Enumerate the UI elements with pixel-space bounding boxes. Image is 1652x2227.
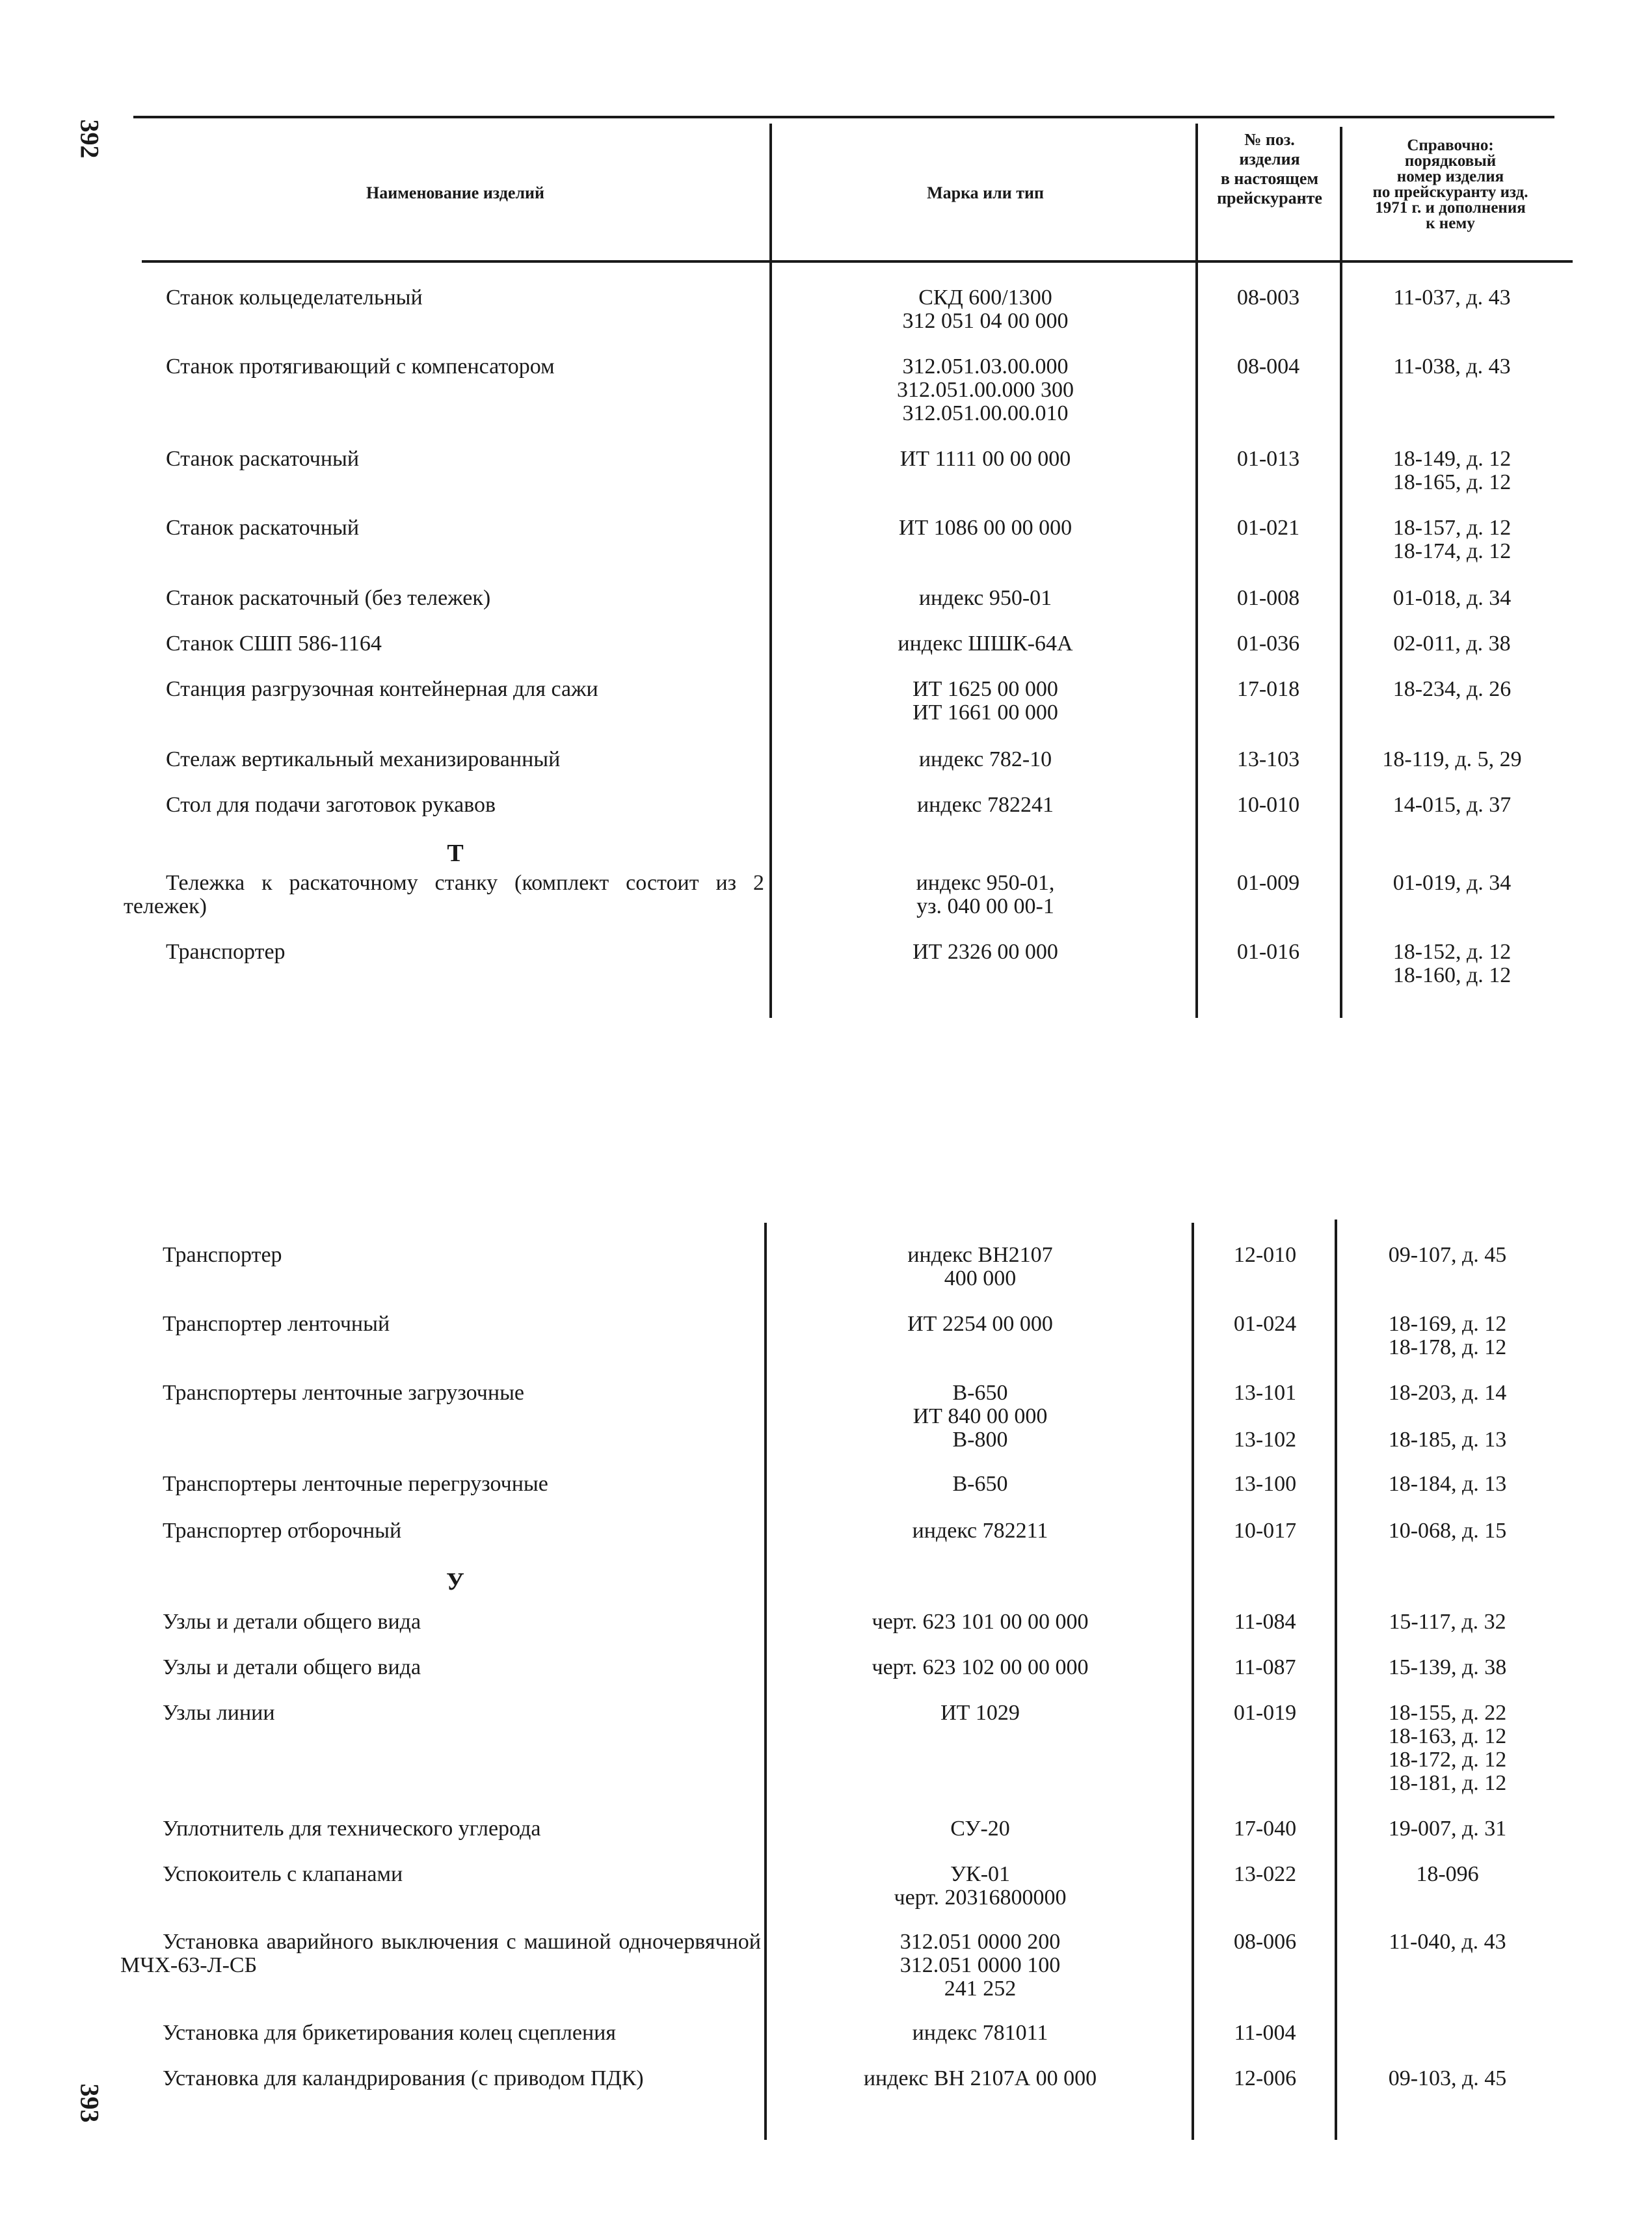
item-name: Установка для каландрирования (с приводом ПДК) [163,2066,644,2090]
item-mark: черт. 623 101 00 00 000 [872,1610,1089,1634]
item-pos: 01-016 [1236,940,1300,964]
divider-3-top [1340,127,1342,1018]
item-mark: СКД 600/1300 312 051 04 00 000 [902,286,1069,333]
item-ref: 15-139, д. 38 [1388,1655,1507,1679]
item-name: Транспортер [163,1243,282,1267]
item-mark: индекс ШШК-64А [898,632,1073,656]
item-pos: 08-004 [1236,354,1300,379]
item-mark: индекс 782211 [912,1519,1048,1543]
item-name: Узлы линии [163,1701,275,1725]
item-pos: 17-018 [1236,677,1300,701]
item-pos: 01-024 [1233,1312,1297,1336]
item-mark: УК-01 черт. 20316800000 [894,1862,1067,1910]
item-ref: 18-184, д. 13 [1388,1472,1507,1496]
item-ref: 11-040, д. 43 [1389,1930,1506,1954]
item-name: Уплотнитель для технического углерода [163,1817,541,1841]
item-ref: 19-007, д. 31 [1388,1817,1507,1841]
item-pos: 01-008 [1236,586,1300,610]
item-mark: индекс 950-01, уз. 040 00 00-1 [916,871,1055,918]
item-pos: 01-009 [1236,871,1300,895]
item-mark: индекс 782-10 [918,747,1052,771]
item-mark: ИТ 2326 00 000 [913,940,1058,964]
item-name: Транспортер [166,940,286,964]
header-mark: Марка или тип [927,183,1044,202]
item-pos: 17-040 [1233,1817,1297,1841]
item-mark: 312.051.03.00.000 312.051.00.000 300 312.051.00.00.010 [897,354,1074,425]
item-mark: черт. 623 102 00 00 000 [872,1655,1089,1679]
item-pos: 13-022 [1233,1862,1297,1886]
item-name: Транспортеры ленточные загрузочные [163,1381,525,1405]
item-ref: 09-107, д. 45 [1388,1243,1507,1267]
item-ref: 11-038, д. 43 [1393,354,1511,379]
item-ref: 18-152, д. 12 18-160, д. 12 [1392,940,1512,987]
item-name: Станок раскаточный (без тележек) [166,586,491,610]
item-name: Станция разгрузочная контейнерная для сажи [166,677,598,701]
item-mark: индекс ВН2107 400 000 [907,1243,1053,1290]
item-name: Станок протягивающий с компенсатором [166,354,555,379]
page-number-top: 392 [75,119,105,159]
item-name: Тележка к раскаточному станку (комплект состоит из 2 тележек) [124,871,764,918]
item-mark: индекс 781011 [912,2021,1048,2045]
item-mark: В-650 ИТ 840 00 000 В-800 [913,1381,1048,1452]
item-pos: 13-103 [1236,747,1300,771]
item-ref: 18-149, д. 12 18-165, д. 12 [1392,447,1512,494]
item-pos: 01-021 [1236,516,1300,540]
item-mark: ИТ 2254 00 000 [907,1312,1053,1336]
item-ref: 10-068, д. 15 [1388,1519,1507,1543]
item-mark: индекс ВН 2107А 00 000 [863,2066,1097,2090]
page-number-bottom: 393 [75,2083,105,2123]
item-mark: ИТ 1625 00 000 ИТ 1661 00 000 [913,677,1058,725]
header-top-rule [133,116,1554,118]
item-name: Успокоитель с клапанами [163,1862,403,1886]
item-pos: 08-003 [1236,286,1300,310]
item-name: Стелаж вертикальный механизированный [166,747,561,771]
item-pos: 13-101 13-102 [1233,1381,1297,1452]
item-pos: 01-036 [1236,632,1300,656]
divider-3-bottom [1335,1220,1337,2140]
item-ref: 18-157, д. 12 18-174, д. 12 [1392,516,1512,563]
item-ref: 18-169, д. 12 18-178, д. 12 [1388,1312,1507,1359]
item-name: Станок СШП 586-1164 [166,632,382,656]
header-name: Наименование изделий [366,183,545,202]
item-ref: 01-019, д. 34 [1392,871,1512,895]
item-name: Станок раскаточный [166,447,360,471]
item-ref: 18-155, д. 22 18-163, д. 12 18-172, д. 12 18-181, д. 12 [1388,1701,1507,1795]
header-ref: Справочно: порядковый номер изделия по прейскуранту изд. 1971 г. и дополнения к нему [1372,137,1528,232]
item-pos: 01-013 [1236,447,1300,471]
item-ref: 11-037, д. 43 [1393,286,1511,310]
item-ref: 02-011, д. 38 [1393,632,1511,656]
item-name: Станок раскаточный [166,516,360,540]
item-pos: 10-010 [1236,793,1300,817]
item-pos: 11-004 [1234,2021,1296,2045]
item-pos: 11-084 [1234,1610,1296,1634]
divider-1-top [769,124,772,1018]
item-mark: ИТ 1111 00 00 000 [899,447,1071,471]
item-mark: индекс 782241 [916,793,1054,817]
item-ref: 18-096 [1416,1862,1479,1886]
item-name: Установка для брикетирования колец сцепления [163,2021,616,2045]
item-pos: 12-010 [1233,1243,1297,1267]
item-ref: 18-234, д. 26 [1392,677,1512,701]
item-mark: СУ-20 [950,1817,1010,1841]
item-name: Транспортеры ленточные перегрузочные [163,1472,548,1496]
header-bottom-rule [142,260,1573,263]
item-mark: ИТ 1029 [940,1701,1020,1725]
item-name: Транспортер ленточный [163,1312,390,1336]
item-name: Установка аварийного выключения с машиной одночервячной МЧХ-63-Л-СБ [120,1930,761,1977]
item-pos: 12-006 [1233,2066,1297,2090]
item-name: Узлы и детали общего вида [163,1610,421,1634]
item-mark: 312.051 0000 200 312.051 0000 100 241 252 [899,1930,1061,2001]
item-name: Стол для подачи заготовок рукавов [166,793,496,817]
item-ref: 01-018, д. 34 [1392,586,1512,610]
divider-2-bottom [1192,1223,1194,2140]
item-ref: 18-119, д. 5, 29 [1382,747,1522,771]
item-mark: В-650 [952,1472,1008,1496]
item-ref: 18-203, д. 14 18-185, д. 13 [1388,1381,1507,1452]
item-name: Узлы и детали общего вида [163,1655,421,1679]
item-pos: 11-087 [1234,1655,1296,1679]
section-letter-u: У [446,1568,464,1595]
item-name: Станок кольцеделательный [166,286,423,310]
section-letter-t: Т [447,840,464,867]
item-ref: 09-103, д. 45 [1388,2066,1507,2090]
item-pos: 08-006 [1233,1930,1297,1954]
item-ref: 15-117, д. 32 [1389,1610,1506,1634]
item-mark: ИТ 1086 00 00 000 [898,516,1072,540]
divider-1-bottom [764,1223,767,2140]
item-pos: 10-017 [1233,1519,1297,1543]
item-ref: 14-015, д. 37 [1392,793,1512,817]
item-pos: 13-100 [1233,1472,1297,1496]
item-pos: 01-019 [1233,1701,1297,1725]
item-mark: индекс 950-01 [918,586,1052,610]
item-name: Транспортер отборочный [163,1519,402,1543]
header-pos: № поз. изделия в настоящем прейскуранте [1217,130,1322,207]
